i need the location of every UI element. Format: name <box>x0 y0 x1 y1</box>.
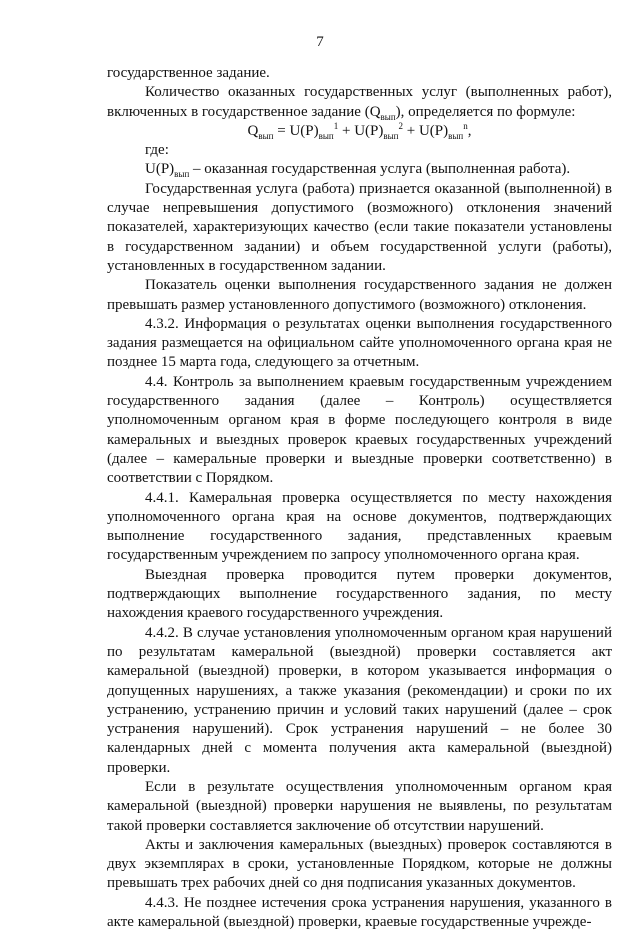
formula-t3-sub: вып <box>448 130 464 141</box>
paragraph-where <box>107 141 612 160</box>
quantity-intro-text: Количество оказанных государственных услуг (выполненных работ), включенных в государственное задание (Q <box>107 84 612 120</box>
formula <box>107 122 612 141</box>
formula-t1-sub: вып <box>318 130 334 141</box>
paragraph-no-violations: Если в результате осуществления уполномоченным органом края камеральной (выездной) проверки нарушения не выявлены, по результатам такой проверки составляется заключение об отсутствии нарушений. <box>107 778 612 834</box>
paragraph-field-inspection: Выездная проверка проводится путем проверки документов, подтверждающих выполнение государственного задания, по месту нахождения краевого государственного учреждения. <box>107 566 612 622</box>
page-number: 7 <box>316 34 324 50</box>
paragraph-quantity-intro <box>107 83 612 122</box>
formula-plus1: + U(P) <box>338 122 384 139</box>
paragraph-definition <box>107 160 612 179</box>
quantity-intro-subscript: вып <box>380 111 396 122</box>
continuation-text: государственное задание. <box>107 65 270 81</box>
definition-term: U(P) <box>145 161 175 178</box>
paragraph-4-4-2: 4.4.2. В случае установления уполномоченным органом края нарушений по результатам камеральной (выездной) проверки составляется акт камеральной (выездной) проверки, в котором указывается информация о допущенных нарушениях, а также указания (рекомендации) и сроки по их устранению, устранению причин и условий таких нарушений (далее – срок устранения нарушений). Срок устранения нарушений – не более 30 календарных дней с момента получения акта камеральной (выездной) проверки. <box>107 624 612 776</box>
formula-t1-sup: 1 <box>333 120 339 131</box>
formula-plus2: + U(P) <box>402 122 449 139</box>
formula-t2-sup: 2 <box>398 120 403 131</box>
quantity-intro-text-end: ), определяется по формуле: <box>395 103 576 120</box>
paragraph-4-4-3: 4.4.3. Не позднее истечения срока устранения нарушения, указанного в акте камеральной (выездной) проверки, краевые государственные учрежде- <box>107 894 612 931</box>
definition-subscript: вып <box>174 169 190 180</box>
paragraph-acts-conclusions: Акты и заключения камеральных (выездных) проверок составляются в двух экземплярах в сроки, установленные Порядком, которые не должны превышать трех рабочих дней со дня подписания указанных документов. <box>107 836 612 892</box>
paragraph-4-4: 4.4. Контроль за выполнением краевым государственным учреждением государственного задания (далее – Контроль) осуществляется уполномоченным органом края в форме последующего контроля в виде камеральных и выездных проверок краевых государственных учреждений (далее – камеральные проверки и выездные проверки соответственно) в соответствии с Порядком. <box>107 373 612 487</box>
paragraph-4-3-2: 4.3.2. Информация о результатах оценки выполнения государственного задания размещается на официальном сайте уполномоченного органа края не позднее 15 марта года, следующего за отчетным. <box>107 315 612 371</box>
document-body <box>107 64 612 932</box>
formula-t2-sub: вып <box>383 130 399 141</box>
formula-q: Q <box>247 122 259 139</box>
where-text: где: <box>145 142 169 159</box>
paragraph-assessment-indicator: Показатель оценки выполнения государственного задания не должен превышать размер установленного допустимого (возможного) отклонения. <box>107 277 612 313</box>
paragraph-service-recognized: Государственная услуга (работа) признается оказанной (выполненной) в случае непревышения допустимого (возможного) отклонения значений показателей, характеризующих качество (если такие показатели установлены в государственном задании) и объем государственной услуги (работы), установленных в государственном задании. <box>107 180 612 274</box>
formula-q-sub: вып <box>258 130 274 141</box>
paragraph-continuation <box>107 64 612 83</box>
definition-text: – оказанная государственная услуга (выполненная работа). <box>189 161 571 178</box>
formula-t3-sup: n <box>463 120 468 131</box>
formula-eq: = U(P) <box>273 122 319 139</box>
paragraph-4-4-1: 4.4.1. Камеральная проверка осуществляется по месту нахождения уполномоченного органа края на основе документов, подтверждающих выполнение государственного задания, представленных краевым государственным учреждением по запросу уполномоченного органа края. <box>107 489 612 564</box>
formula-end: , <box>467 122 472 139</box>
